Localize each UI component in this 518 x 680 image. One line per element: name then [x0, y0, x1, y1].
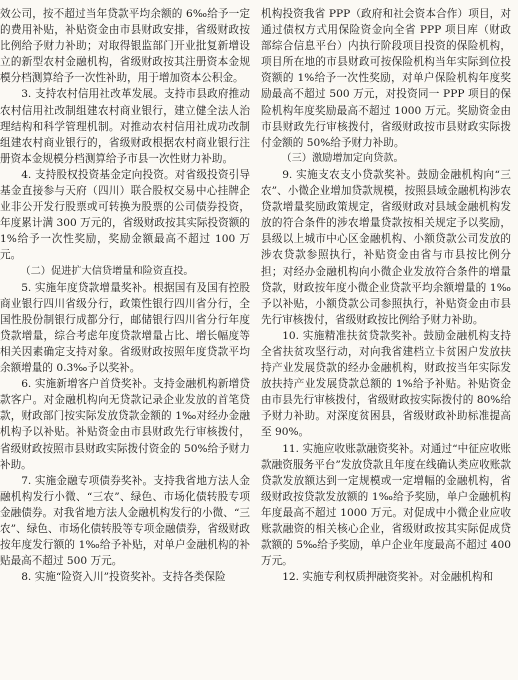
paragraph-item-10: 10. 实施精准扶贫贷款奖补。鼓励金融机构支持全省扶贫攻坚行动，对向我省建档立卡贫困户发放扶持产业发展贷款的经办金融机构，财政按当年实际发放扶持产业发展贷款总额的 1%给予补贴。补贴资金由市县先行审核拨付，省级财政按实际拨付的 80%给予财力补助。对深度贫困县，省级财政补助标准提高至 90%。 — [261, 329, 511, 439]
left-column — [0, 6, 250, 585]
paragraph-item-9: 9. 实施支农支小贷款奖补。鼓励金融机构向“三农”、小微企业增加贷款规模，按照县域金融机构涉农贷款增量奖励政策规定，省级财政对县域金融机构发放的符合条件的涉农增量贷款按相关规定予以奖励，县级以上城市中心区金融机构、小额贷款公司发放的涉农贷款参照执行，补贴资金由省与市县按比例分担；对经办金融机构向小微企业发放符合条件的增量贷款，财政按年度小微企业贷款平均余额增量的 1‰予以补贴，小额贷款公司参照执行，补贴资金由市县先行审核拨付，省级财政按比例给予财力补助。 — [261, 168, 511, 326]
paragraph-item-3: 3. 支持农村信用社改革发展。支持市县政府推动农村信用社改制组建农村商业银行，建立健全法人治理结构和科学管理机制。对推动农村信用社成功改制组建农村商业银行的，省级财政根据农村商业银行注册资本金规模分档测算给予市县一次性财力补助。 — [0, 88, 250, 165]
paragraph-item-5: 5. 实施年度贷款增量奖补。根据国有及国有控股商业银行四川省级分行，政策性银行四川省分行，全国性股份制银行成都分行，邮储银行四川省分行年度贷款增量，综合考虑年度贷款增量占比、增长幅度等相关因素确定支持对象。省级财政按照年度贷款平均余额增量的 0.3‰予以奖补。 — [0, 281, 250, 375]
paragraph-item-12: 12. 实施专利权质押融资奖补。对金融机构和 — [282, 571, 494, 584]
section-heading-3: （三）激励增加定向贷款。 — [281, 152, 404, 164]
right-column — [261, 6, 511, 585]
paragraph-item-8: 8. 实施“险资入川”投资奖补。支持各类保险 — [21, 571, 226, 584]
paragraph-continuation: 效公司，按不超过当年贷款平均余额的 6‰给予一定的费用补贴，补贴资金由市县财政安排，省级财政按比例给予财力补助；对取得银监部门开业批复新增设立的新型农村金融机构，省级财政按其注册资本金规模分档测算给予一次性补助，用于增加资本公积金。 — [0, 8, 250, 85]
paragraph-item-6: 6. 实施新增客户首贷奖补。支持金融机构新增贷款客户。对金融机构向无贷款记录企业发放的首笔贷款，财政部门按实际发放贷款金额的 1‰对经办金融机构予以补贴。补贴资金由市县财政先行审核拨付，省级财政按照市县财政实际拨付资金的 50%给予财力补助。 — [0, 378, 250, 471]
section-heading-2: （二）促进扩大信贷增量和险资直投。 — [20, 265, 194, 277]
paragraph-item-7: 7. 实施金融专项债券奖补。支持我省地方法人金融机构发行小微、“三农”、绿色、市场化债转股专项金融债券。对我省地方法人金融机构发行的小微、“三农”、绿色、市场化债转股等专项金融债券，省级财政按年度发行额的 1‰给予补贴，对单户金融机构的补贴最高不超过 500 万元。 — [0, 474, 250, 568]
paragraph-item-4: 4. 支持股权投资基金定向投资。对省级投资引导基金直接参与天府（四川）联合股权交易中心挂牌企业非公开发行股票或可转换为股票的公司债券投资，年度累计满 300 万元的，省级财政按其实际投资额的 1%给予一次性奖励，奖励金额最高不超过 100 万元。 — [0, 168, 250, 262]
paragraph-item-11: 11. 实施应收账款融资奖补。对通过“中征应收账款融资服务平台”发放贷款且年度在线确认类应收账款贷款发放额达到一定规模或一定增幅的金融机构，省级财政按贷款发放额的 1‰给予奖励，单户金融机构年度最高不超过 1000 万元。对促成中小微企业应收账款融资的相关核心企业，省级财政按其实际促成贷款额的 5‰给予奖励，单户企业年度最高不超过 400 万元。 — [261, 442, 511, 568]
paragraph-continuation: 机构投资我省 PPP（政府和社会资本合作）项目，对通过债权方式用保险资金向全省 PPP 项目库（财政部综合信息平台）内执行阶段项目投资的保险机构，项目所在地的市县财政可按保险机构当年实际到位投资额的 1%给予一次性奖励，对单户保险机构年度奖励最高不超过 500 万元，对投资同一 PPP 项目的保险机构年度奖励最高不超过 1000 万元。奖励资金由市县财政先行审核拨付，省级财政按市县财政实际拨付金额的 50%给予财力补助。 — [261, 8, 511, 149]
